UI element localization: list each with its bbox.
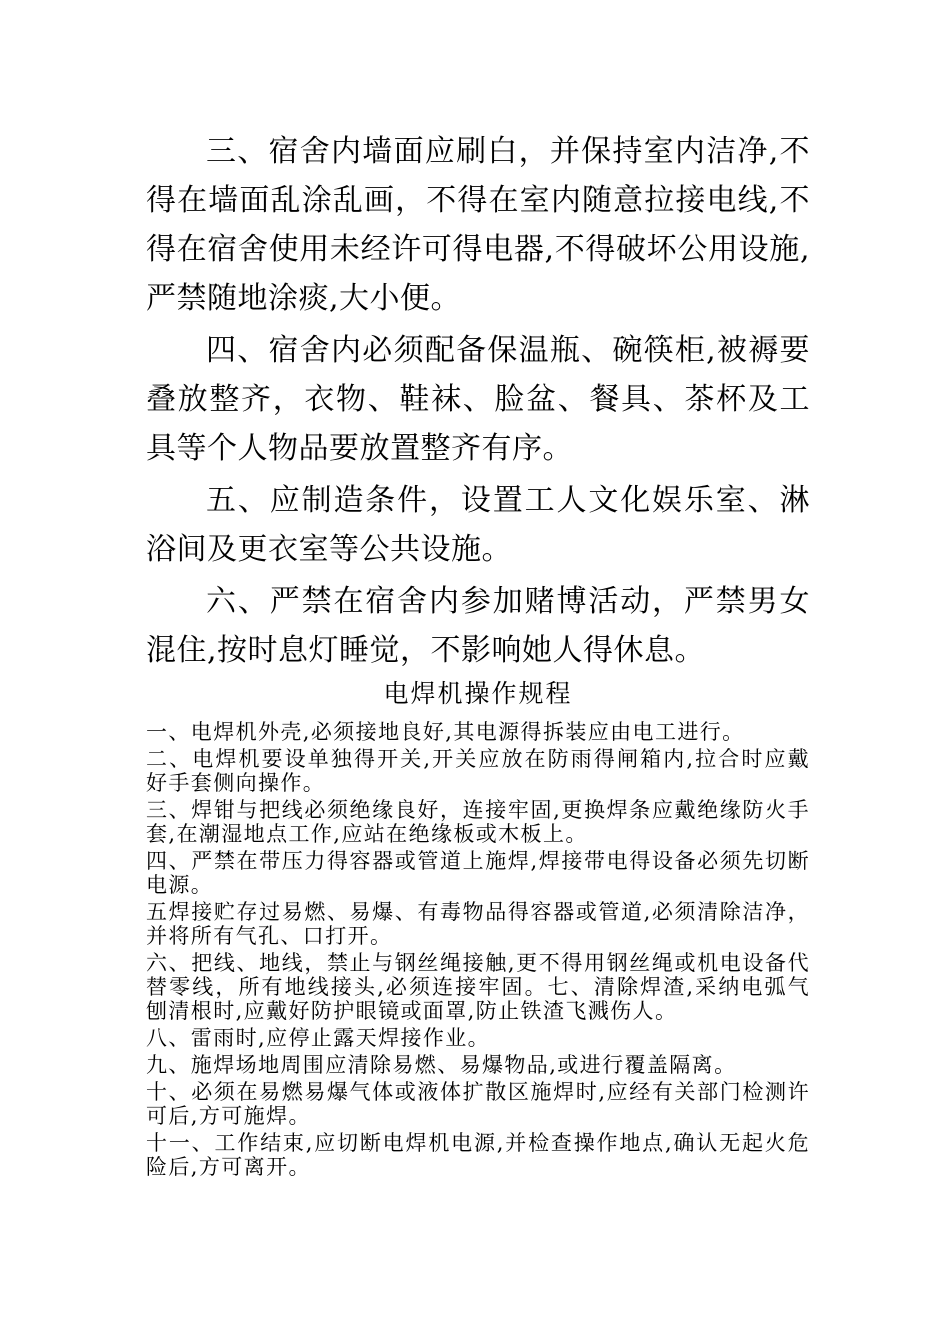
welding-procedure	[146, 720, 810, 1182]
welding-step-5: 五焊接贮存过易燃、易爆、有毒物品得容器或管道,必须清除洁净，并将所有气孔、口打开。	[146, 900, 810, 948]
welding-step-3: 三、焊钳与把线必须绝缘良好，连接牢固,更换焊条应戴绝缘防火手套,在潮湿地点工作,应站在绝缘板或木板上。	[146, 798, 810, 846]
welding-step-10: 十、必须在易燃易爆气体或液体扩散区施焊时,应经有关部门检测许可后,方可施焊。	[146, 1080, 810, 1128]
welding-step-6-7: 六、把线、地线，禁止与钢丝绳接触,更不得用钢丝绳或机电设备代替零线，所有地线接头,必须连接牢固。七、清除焊渣,采纳电弧气刨清根时,应戴好防护眼镜或面罩,防止铁渣飞溅伤人。	[146, 951, 810, 1023]
welding-section-title: 电焊机操作规程	[383, 679, 573, 708]
dormitory-rule-5: 五、应制造条件，设置工人文化娱乐室、淋浴间及更衣室等公共设施。	[146, 483, 810, 567]
welding-step-9: 九、施焊场地周围应清除易燃、易爆物品,或进行覆盖隔离。	[146, 1053, 737, 1077]
dormitory-rule-4: 四、宿舍内必须配备保温瓶、碗筷柜,被褥要叠放整齐，衣物、鞋袜、脸盆、餐具、茶杯及工具等个人物品要放置整齐有序。	[146, 333, 810, 466]
welding-step-11: 十一、工作结束,应切断电焊机电源,并检查操作地点,确认无起火危险后,方可离开。	[146, 1131, 810, 1179]
dormitory-rules	[146, 127, 810, 678]
welding-step-2: 二、电焊机要设单独得开关,开关应放在防雨得闸箱内,拉合时应戴好手套侧向操作。	[146, 747, 810, 795]
dormitory-rule-6: 六、严禁在宿舍内参加赌博活动，严禁男女混住,按时息灯睡觉，不影响她人得休息。	[146, 584, 810, 668]
welding-step-1: 一、电焊机外壳,必须接地良好,其电源得拆装应由电工进行。	[146, 720, 745, 744]
dormitory-rule-3: 三、宿舍内墙面应刷白，并保持室内洁净,不得在墙面乱涂乱画，不得在室内随意拉接电线,不得在宿舍使用未经许可得电器,不得破坏公用设施,严禁随地涂痰,大小便。	[146, 134, 810, 316]
welding-step-4: 四、严禁在带压力得容器或管道上施焊,焊接带电得设备必须先切断电源。	[146, 849, 810, 897]
welding-step-8: 八、雷雨时,应停止露天焊接作业。	[146, 1026, 491, 1050]
